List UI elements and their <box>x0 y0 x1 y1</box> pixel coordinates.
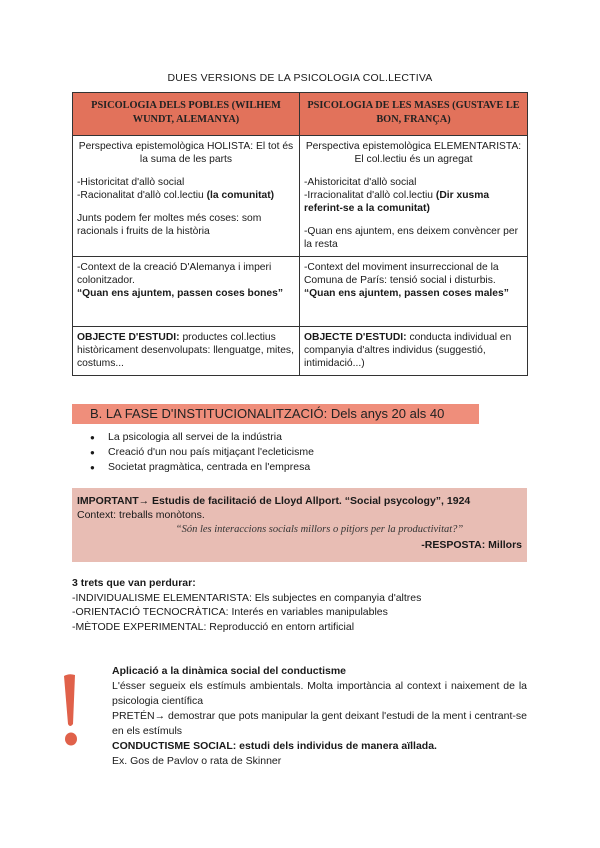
cell-text: Junts podem fer moltes més coses: som racionals i fruits de la història <box>77 213 262 237</box>
cell-text: -Ahistoricitat d'allò social <box>304 177 417 188</box>
table-row <box>73 136 528 257</box>
exclamation-mark-icon <box>60 672 84 753</box>
cell-mases-context <box>300 257 528 327</box>
document-title: DUES VERSIONS DE LA PSICOLOGIA COL.LECTIVA <box>167 72 433 84</box>
cell-text: Perspectiva epistemològica ELEMENTARISTA: El col.lectiu és un agregat <box>305 141 522 165</box>
important-title: IMPORTANT→ Estudis de facilitació de Lloyd Allport. “Social psycology”, 1924 <box>77 495 471 507</box>
cell-text: -Context del moviment insurreccional de la Comuna de París: tensió social i disturbis. <box>304 262 499 286</box>
cell-pobles-object <box>73 327 300 376</box>
section-heading-b: B. LA FASE D'INSTITUCIONALITZACIÓ: Dels anys 20 als 40 <box>72 404 479 424</box>
trait-item: -ORIENTACIÓ TECNOCRÀTICA: Interés en variables manipulables <box>72 606 388 618</box>
cell-text: -Racionalitat d'allò col.lectiu (la comunitat) <box>77 190 275 201</box>
application-title: Aplicació a la dinàmica social del conductisme <box>112 665 346 677</box>
important-question: “Són les interaccions socials millors o pitjors per la productivitat?” <box>175 524 464 535</box>
table-header-row <box>73 93 528 136</box>
cell-text: -Historicitat d'allò social <box>77 177 185 188</box>
cell-text: -Quan ens ajuntem, ens deixem convèncer per la resta <box>304 226 519 250</box>
application-block <box>112 664 527 769</box>
traits-title: 3 trets que van perdurar: <box>72 577 196 589</box>
bullet-list <box>90 430 510 475</box>
list-item: ● La psicologia all servei de la indústria <box>90 430 510 445</box>
table-row <box>73 257 528 327</box>
important-context: Context: treballs monòtons. <box>77 509 205 521</box>
list-item: ● Creació d'un nou país mitjaçant l'ecleticisme <box>90 445 510 460</box>
application-paragraph: PRETÉN→ demostrar que pots manipular la gent deixant l'estudi de la ment i centrant-se en els estímuls <box>112 710 527 737</box>
cell-pobles-context <box>73 257 300 327</box>
cell-text: -Irracionalitat d'allò col.lectiu (Dir xusma referint-se a la comunitat) <box>304 190 490 214</box>
important-answer: -RESPOSTA: Millors <box>421 539 522 551</box>
application-paragraph: CONDUCTISME SOCIAL: estudi dels individus de manera aïllada. <box>112 740 437 752</box>
cell-text: -Context de la creació D'Alemanya i imperi colonitzador. <box>77 262 272 286</box>
cell-mases-perspective <box>300 136 528 257</box>
comparison-table <box>72 92 528 376</box>
cell-text: OBJECTE D'ESTUDI: productes col.lectius històricament desenvolupats: llenguatge, mites, costums... <box>77 332 294 369</box>
cell-pobles-perspective <box>73 136 300 257</box>
application-paragraph: Ex. Gos de Pavlov o rata de Skinner <box>112 755 282 767</box>
header-pobles: PSICOLOGIA DELS POBLES (WILHEM WUNDT, ALEMANYA) <box>73 93 300 136</box>
application-paragraph: L'ésser segueix els estímuls ambientals. Molta importància al context i naixement de la psicologia científica <box>112 680 527 707</box>
traits-block <box>72 576 532 634</box>
trait-item: -INDIVIDUALISME ELEMENTARISTA: Els subjectes en companyia d'altres <box>72 591 422 604</box>
cell-mases-object <box>300 327 528 376</box>
list-item: ● Societat pragmàtica, centrada en l'empresa <box>90 460 510 475</box>
header-mases: PSICOLOGIA DE LES MASES (GUSTAVE LE BON, FRANÇA) <box>300 93 528 136</box>
cell-quote: “Quan ens ajuntem, passen coses bones” <box>77 288 284 299</box>
table-row <box>73 327 528 376</box>
cell-text: OBJECTE D'ESTUDI: conducta individual en companyia d'altres individus (suggestió, intimidació...) <box>304 332 512 369</box>
trait-item: -MÈTODE EXPERIMENTAL: Reproducció en entorn artificial <box>72 620 355 633</box>
important-box <box>72 488 527 562</box>
cell-text: Perspectiva epistemològica HOLISTA: El tot és la suma de les parts <box>78 141 294 165</box>
cell-quote: “Quan ens ajuntem, passen coses males” <box>304 288 509 299</box>
